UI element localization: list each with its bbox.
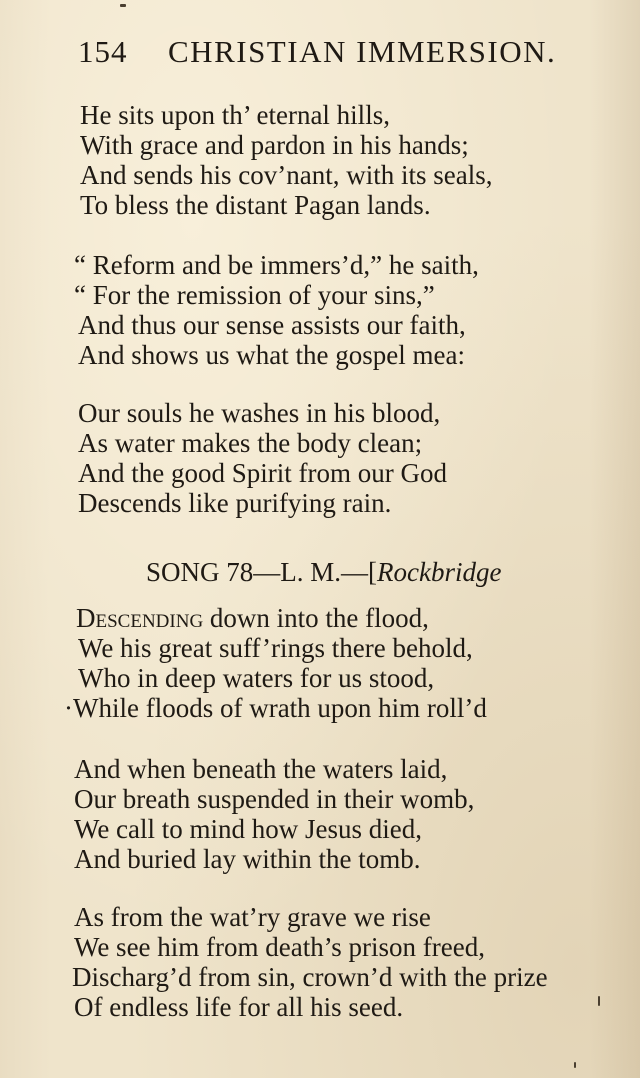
verse-line: As water makes the body clean; xyxy=(78,428,423,458)
first-line-rest: down into the flood, xyxy=(203,603,429,633)
song-stanza-3 xyxy=(0,902,640,1022)
verse-line: ·While floods of wrath upon him roll’d xyxy=(64,693,487,723)
song-heading xyxy=(146,557,501,588)
verse-line: “ Reform and be immers’d,” he saith, xyxy=(74,250,479,280)
stanza-2 xyxy=(0,250,640,370)
verse-line: Our souls he washes in his blood, xyxy=(78,398,441,428)
verse-line: “ For the remission of your sins,” xyxy=(74,280,435,310)
page-number: 154 xyxy=(78,34,128,69)
drop-word: Descending xyxy=(76,603,204,633)
verse-line: We see him from death’s prison freed, xyxy=(74,932,485,962)
song-stanza-2 xyxy=(0,754,640,874)
ink-speck xyxy=(598,996,600,1006)
song-stanza-1 xyxy=(0,603,640,723)
verse-line: He sits upon th’ eternal hills, xyxy=(80,100,390,130)
verse-line: Who in deep waters for us stood, xyxy=(78,663,435,693)
verse-line: We his great suff’rings there behold, xyxy=(78,633,473,663)
verse-line: And when beneath the waters laid, xyxy=(74,754,448,784)
verse-line: And shows us what the gospel mea: xyxy=(78,340,465,370)
running-title: CHRISTIAN IMMERSION. xyxy=(168,34,557,69)
stanza-3 xyxy=(0,398,640,518)
verse-line: To bless the distant Pagan lands. xyxy=(80,190,431,220)
verse-line: And sends his cov’nant, with its seals, xyxy=(80,160,493,190)
verse-line: And thus our sense assists our faith, xyxy=(78,310,466,340)
verse-line: And buried lay within the tomb. xyxy=(74,844,421,874)
verse-line-first xyxy=(76,603,640,633)
verse-line: With grace and pardon in his hands; xyxy=(80,130,469,160)
tune-name: Rockbridge xyxy=(377,557,502,587)
verse-line: Descends like purifying rain. xyxy=(78,488,392,518)
verse-line: Our breath suspended in their womb, xyxy=(74,784,475,814)
verse-line: Of endless life for all his seed. xyxy=(74,992,404,1022)
verse-line: We call to mind how Jesus died, xyxy=(74,814,423,844)
page-header xyxy=(78,34,568,74)
verse-line: And the good Spirit from our God xyxy=(78,458,447,488)
stanza-1 xyxy=(0,100,640,220)
ink-speck xyxy=(574,1062,576,1068)
ink-speck xyxy=(120,4,126,7)
song-title: SONG 78—L. M.—[ xyxy=(146,557,378,587)
verse-line: Discharg’d from sin, crown’d with the prize xyxy=(72,962,548,992)
verse-line: As from the wat’ry grave we rise xyxy=(74,902,431,932)
